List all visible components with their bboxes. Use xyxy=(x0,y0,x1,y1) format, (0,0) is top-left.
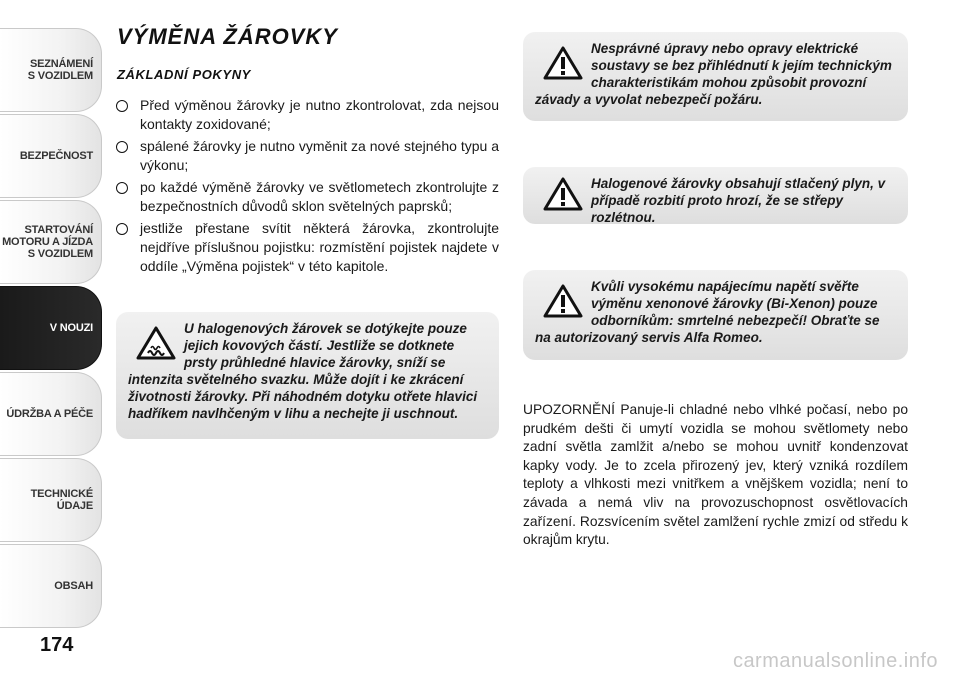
hot-surface-icon xyxy=(128,320,184,366)
tab-label: SEZNÁMENÍ S VOZIDLEM xyxy=(27,58,93,82)
tab-technicke-udaje[interactable] xyxy=(0,458,102,542)
page-title: VÝMĚNA ŽÁROVKY xyxy=(117,24,338,49)
tab-label: OBSAH xyxy=(54,580,93,592)
hot-surface-warning-box xyxy=(116,312,499,439)
tab-seznameni-s-vozidlem[interactable] xyxy=(0,28,102,112)
pressurized-gas-warning-box xyxy=(523,167,908,224)
xenon-warning-box xyxy=(523,270,908,360)
warning-triangle-icon xyxy=(535,278,591,324)
list-item xyxy=(116,96,499,134)
tab-udrzba-a-pece[interactable] xyxy=(0,372,102,456)
warning-text: Halogenové žárovky obsahují stlačený plyn, v případě rozbití proto hrozí, že se střepy rozlétnou. xyxy=(591,176,886,225)
circle-bullet-icon xyxy=(116,182,128,194)
site-watermark: carmanualsonline.info xyxy=(732,650,938,672)
tab-label: V NOUZI xyxy=(49,322,93,334)
warning-text: U halogenových žárovek se dotýkejte pouze jejich kovových částí. Jestliže se dotknete prsty průhledné hlavice žárovky, sníží se intenzita světelného svazku. Může dojít i ke zkrácení životnosti žárovky. Při náhodném dotyku otřete hlavici hadříkem navlhčeným v lihu a nechejte ji uschnout. xyxy=(128,321,478,421)
warning-triangle-icon xyxy=(535,40,591,86)
list-item-text: po každé výměně žárovky ve světlometech zkontrolujte z bezpečnostních důvodů sklon světelných paprsků; xyxy=(140,179,499,214)
tab-label: STARTOVÁNÍ MOTORU A JÍZDA S VOZIDLEM xyxy=(2,224,93,260)
list-item-text: spálené žárovky je nutno vyměnit za nové stejného typu a výkonu; xyxy=(140,138,499,173)
list-item-text: Před výměnou žárovky je nutno zkontrolovat, zda nejsou kontakty zoxidované; xyxy=(140,97,499,132)
tab-label: ÚDRŽBA A PÉČE xyxy=(6,408,93,420)
tab-label: TECHNICKÉ ÚDAJE xyxy=(30,488,93,512)
tab-obsah[interactable] xyxy=(0,544,102,628)
list-item xyxy=(116,137,499,175)
tab-label: BEZPEČNOST xyxy=(19,150,93,162)
list-item xyxy=(116,178,499,216)
tab-v-nouzi[interactable] xyxy=(0,286,102,370)
tab-startovani-motoru[interactable] xyxy=(0,200,102,284)
list-item-text: jestliže přestane svítit některá žárovka, zkontrolujte nejdříve příslušnou pojistku: rozmístění pojistek najdete v oddíle „Výměna pojistek“ v této kapitole. xyxy=(140,220,499,274)
circle-bullet-icon xyxy=(116,141,128,153)
warning-triangle-icon xyxy=(535,175,591,213)
electrical-warning-box xyxy=(523,32,908,121)
instruction-list xyxy=(116,96,499,279)
page-number: 174 xyxy=(40,634,74,656)
warning-text: Kvůli vysokému napájecímu napětí svěřte výměnu xenonové žárovky (Bi-Xenon) pouze odborníkům: smrtelné nebezpečí! Obraťte se na autorizovaný servis Alfa Romeo. xyxy=(535,279,880,345)
section-subtitle: ZÁKLADNÍ POKYNY xyxy=(117,67,251,82)
warning-text: Nesprávné úpravy nebo opravy elektrické soustavy se bez přihlédnutí k jejím technickým charakteristikám mohou způsobit provozní závady a vyvolat nebezpečí požáru. xyxy=(535,41,892,107)
list-item xyxy=(116,219,499,276)
condensation-note: UPOZORNĚNÍ Panuje-li chladné nebo vlhké počasí, nebo po prudkém dešti či umytí vozidla se mohou světlomety nebo zadní světla zamlžit a/nebo se mohou uvnitř kondenzovat kapky vody. Je to zcela přirozený jev, který vzniká rozdílem teploty a vlhkosti mezi vnitřkem a vnějškem vozidla; není to závada a nemá vliv na provozuschopnost osvětlovacích zařízení. Rozsvícením světel zamlžení rychle zmizí od středu k okrajům krytu. xyxy=(523,402,908,548)
circle-bullet-icon xyxy=(116,223,128,235)
tab-bezpecnost[interactable] xyxy=(0,114,102,198)
circle-bullet-icon xyxy=(116,100,128,112)
